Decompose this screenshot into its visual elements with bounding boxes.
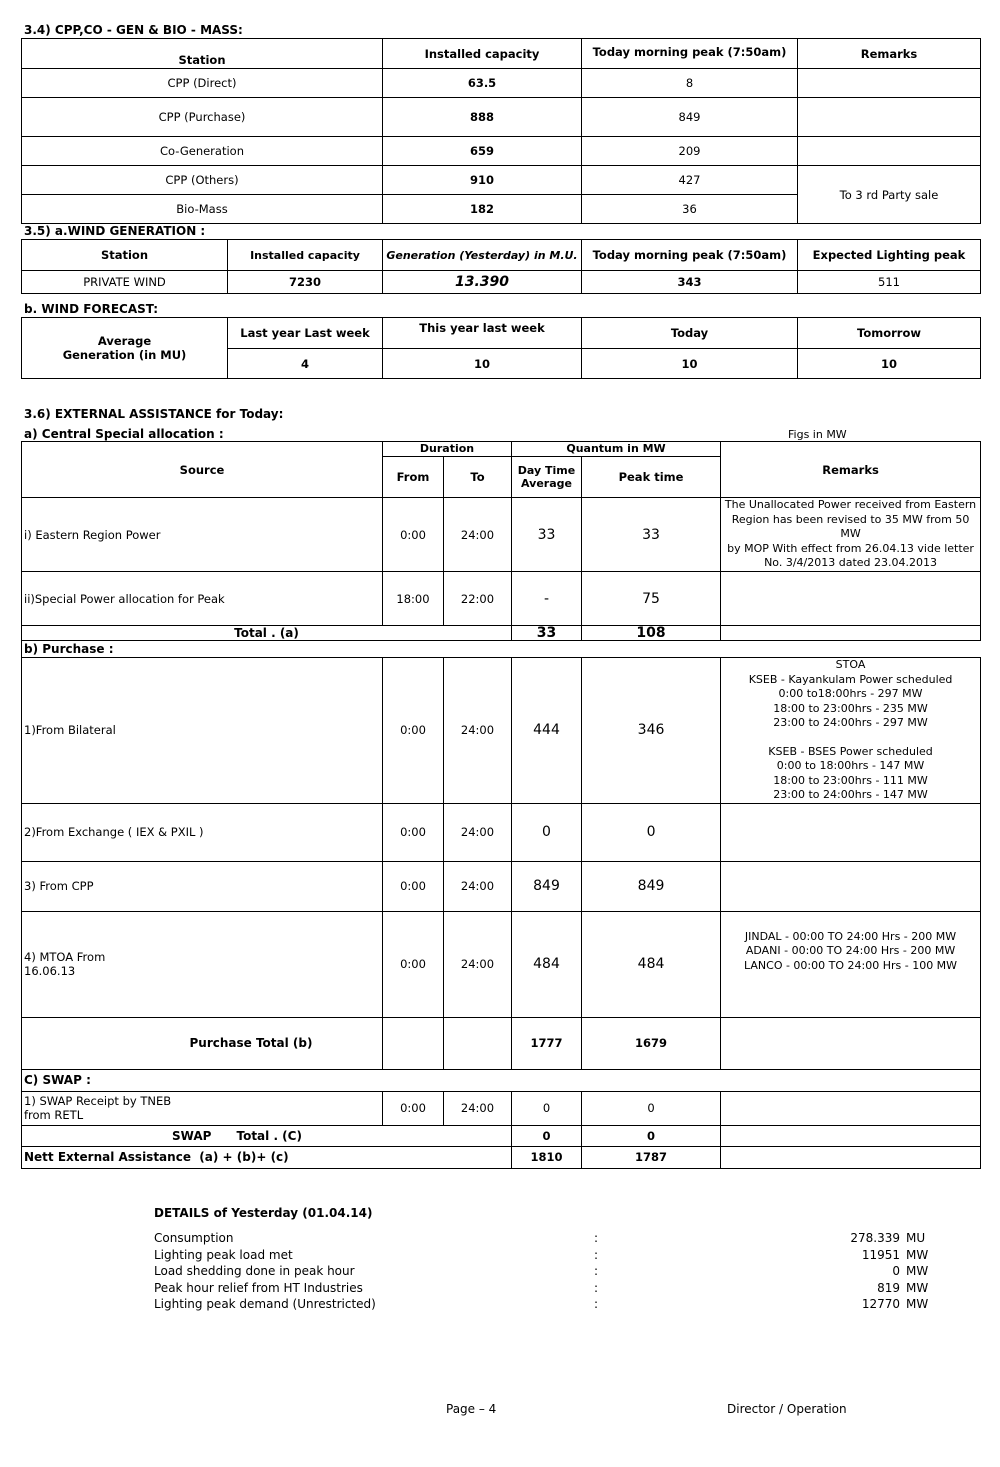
wind-generation-table xyxy=(21,239,981,294)
forecast-header: This year last week xyxy=(383,318,582,349)
wind-forecast-table xyxy=(21,317,981,379)
remark-line: The Unallocated Power received from Eastern xyxy=(724,498,977,512)
purchase-peak: 346 xyxy=(582,658,721,804)
header-from: From xyxy=(383,457,444,498)
central-to: 24:00 xyxy=(444,498,512,572)
wind-generation: 13.390 xyxy=(383,271,582,294)
purchase-day: 484 xyxy=(512,911,582,1017)
header-quantum: Quantum in MW xyxy=(512,442,721,457)
remark-line: by MOP With effect from 26.04.13 vide letter xyxy=(727,541,974,555)
purchase-remarks xyxy=(721,803,981,861)
forecast-value: 10 xyxy=(798,349,981,379)
details-colons: : : : : : xyxy=(594,1231,599,1311)
detail-unit: MW xyxy=(906,1264,929,1278)
remark-line: 18:00 to 23:00hrs - 235 MW xyxy=(773,701,928,715)
purchase-peak: 849 xyxy=(582,861,721,911)
central-to: 22:00 xyxy=(444,572,512,626)
wind-header-station: Station xyxy=(22,240,228,271)
remark-line: 0:00 to 18:00hrs - 147 MW xyxy=(776,759,925,772)
detail-value: 12770 xyxy=(861,1297,900,1311)
detail-label: Lighting peak load met xyxy=(154,1247,293,1262)
header-installed-capacity: Installed capacity xyxy=(383,39,582,69)
wind-peak: 343 xyxy=(582,271,798,294)
purchase-peak: 484 xyxy=(582,911,721,1017)
swap-day: 0 xyxy=(512,1091,582,1125)
section-title-3-6: 3.6) EXTERNAL ASSISTANCE for Today: xyxy=(24,407,284,421)
remark-line: 18:00 to 23:00hrs - 111 MW xyxy=(773,773,928,787)
detail-label: Peak hour relief from HT Industries xyxy=(154,1280,363,1295)
remark-line: KSEB - Kayankulam Power scheduled xyxy=(748,672,953,686)
detail-label: Load shedding done in peak hour xyxy=(154,1264,355,1278)
section-title-3-5: 3.5) a.WIND GENERATION : xyxy=(24,224,206,238)
central-peak: 75 xyxy=(582,572,721,626)
total-b-to xyxy=(444,1017,512,1069)
wind-header-peak: Today morning peak (7:50am) xyxy=(582,240,798,271)
remark-line: 0:00 to18:00hrs - 297 MW xyxy=(778,687,923,700)
section-title-3-4: 3.4) CPP,CO - GEN & BIO - MASS: xyxy=(24,23,243,37)
cpp-remark xyxy=(798,137,981,166)
purchase-from: 0:00 xyxy=(383,861,444,911)
purchase-day: 849 xyxy=(512,861,582,911)
total-b-from xyxy=(383,1017,444,1069)
wind-lighting: 511 xyxy=(798,271,981,294)
wind-capacity: 7230 xyxy=(228,271,383,294)
detail-unit: MW xyxy=(906,1297,929,1311)
cpp-capacity: 910 xyxy=(383,166,582,195)
central-remarks xyxy=(721,498,981,572)
central-from: 0:00 xyxy=(383,498,444,572)
figs-note: Figs in MW xyxy=(788,428,847,441)
total-c-peak: 0 xyxy=(582,1125,721,1146)
header-day-time: Day Time Average xyxy=(512,457,582,498)
total-a-day: 33 xyxy=(512,626,582,641)
total-a-remarks xyxy=(721,626,981,641)
nett-peak: 1787 xyxy=(582,1146,721,1168)
swap-title: C) SWAP : xyxy=(22,1069,981,1091)
forecast-value: 4 xyxy=(228,349,383,379)
total-a-peak: 108 xyxy=(582,626,721,641)
central-day: - xyxy=(512,572,582,626)
total-b-remarks xyxy=(721,1017,981,1069)
remark-line: No. 3/4/2013 dated 23.04.2013 xyxy=(764,556,937,570)
swap-from: 0:00 xyxy=(383,1091,444,1125)
swap-to: 24:00 xyxy=(444,1091,512,1125)
central-peak: 33 xyxy=(582,498,721,572)
wind-header-lighting: Expected Lighting peak xyxy=(798,240,981,271)
total-b-label: Purchase Total (b) xyxy=(22,1017,383,1069)
detail-value: 278.339 xyxy=(850,1231,900,1245)
central-source: ii)Special Power allocation for Peak xyxy=(22,572,383,626)
cpp-station: Bio-Mass xyxy=(22,195,383,224)
cpp-station: Co-Generation xyxy=(22,137,383,166)
cpp-capacity: 888 xyxy=(383,98,582,137)
cpp-remark xyxy=(798,98,981,137)
nett-day: 1810 xyxy=(512,1146,582,1168)
purchase-to: 24:00 xyxy=(444,658,512,804)
cpp-peak: 209 xyxy=(582,137,798,166)
remark-line: ADANI - 00:00 TO 24:00 Hrs - 200 MW xyxy=(745,944,956,957)
purchase-source: 4) MTOA From 16.06.13 xyxy=(22,911,383,1017)
header-remarks: Remarks xyxy=(721,442,981,498)
nett-label: Nett External Assistance (a) + (b)+ (c) xyxy=(22,1146,512,1168)
total-c-label: SWAP Total . (C) xyxy=(22,1125,512,1146)
cpp-capacity: 659 xyxy=(383,137,582,166)
detail-unit: MU xyxy=(906,1231,926,1245)
detail-unit: MW xyxy=(906,1247,929,1262)
detail-unit: MW xyxy=(906,1280,929,1295)
forecast-header: Today xyxy=(582,318,798,349)
total-b-peak: 1679 xyxy=(582,1017,721,1069)
detail-value: 0 xyxy=(892,1264,900,1278)
purchase-remarks xyxy=(721,861,981,911)
forecast-header: Last year Last week xyxy=(228,318,383,349)
cpp-station: CPP (Direct) xyxy=(22,69,383,98)
forecast-header: Tomorrow xyxy=(798,318,981,349)
header-peak-time: Peak time xyxy=(582,457,721,498)
central-allocation-title: a) Central Special allocation : xyxy=(24,427,224,441)
header-morning-peak: Today morning peak (7:50am) xyxy=(582,39,798,69)
signature: Director / Operation xyxy=(727,1402,847,1416)
purchase-source: 2)From Exchange ( IEX & PXIL ) xyxy=(22,803,383,861)
swap-remarks xyxy=(721,1091,981,1125)
cpp-peak: 36 xyxy=(582,195,798,224)
purchase-source: 1)From Bilateral xyxy=(22,658,383,804)
central-from: 18:00 xyxy=(383,572,444,626)
cpp-station: CPP (Others) xyxy=(22,166,383,195)
cpp-peak: 849 xyxy=(582,98,798,137)
header-station: Station xyxy=(22,39,383,69)
total-c-remarks xyxy=(721,1125,981,1146)
header-to: To xyxy=(444,457,512,498)
purchase-remarks xyxy=(721,911,981,1017)
details-title: DETAILS of Yesterday (01.04.14) xyxy=(154,1206,373,1220)
cpp-peak: 8 xyxy=(582,69,798,98)
header-source: Source xyxy=(22,442,383,498)
details-values xyxy=(780,1230,900,1313)
purchase-peak: 0 xyxy=(582,803,721,861)
purchase-to: 24:00 xyxy=(444,861,512,911)
details-labels xyxy=(154,1230,376,1313)
central-day: 33 xyxy=(512,498,582,572)
remark-line: Region has been revised to 35 MW from 50 MW xyxy=(731,512,970,541)
swap-peak: 0 xyxy=(582,1091,721,1125)
detail-value: 11951 xyxy=(861,1247,900,1262)
detail-label: Lighting peak demand (Unrestricted) xyxy=(154,1297,376,1311)
purchase-from: 0:00 xyxy=(383,658,444,804)
total-a-label: Total . (a) xyxy=(22,626,512,641)
forecast-label: Average Generation (in MU) xyxy=(22,318,228,379)
header-remarks: Remarks xyxy=(798,39,981,69)
cpp-peak: 427 xyxy=(582,166,798,195)
remark-line: JINDAL - 00:00 TO 24:00 Hrs - 200 MW xyxy=(744,929,957,943)
central-remarks xyxy=(721,572,981,626)
wind-header-generation: Generation (Yesterday) in M.U. xyxy=(383,240,582,271)
page-number: Page – 4 xyxy=(446,1402,497,1416)
purchase-from: 0:00 xyxy=(383,911,444,1017)
cpp-station: CPP (Purchase) xyxy=(22,98,383,137)
external-assistance-table xyxy=(21,441,981,1169)
purchase-day: 0 xyxy=(512,803,582,861)
cpp-remark-third-party: To 3 rd Party sale xyxy=(798,166,981,224)
wind-header-capacity: Installed capacity xyxy=(228,240,383,271)
remark-line: LANCO - 00:00 TO 24:00 Hrs - 100 MW xyxy=(744,958,958,972)
remark-line: KSEB - BSES Power scheduled xyxy=(768,744,933,758)
remark-line: STOA xyxy=(835,658,866,671)
purchase-source: 3) From CPP xyxy=(22,861,383,911)
forecast-value: 10 xyxy=(582,349,798,379)
cpp-remark xyxy=(798,69,981,98)
purchase-remarks xyxy=(721,658,981,804)
central-source: i) Eastern Region Power xyxy=(22,498,383,572)
cpp-table xyxy=(21,38,981,224)
purchase-title: b) Purchase : xyxy=(22,641,981,658)
cpp-capacity: 63.5 xyxy=(383,69,582,98)
total-c-day: 0 xyxy=(512,1125,582,1146)
purchase-to: 24:00 xyxy=(444,803,512,861)
remark-line: 23:00 to 24:00hrs - 297 MW xyxy=(773,716,928,729)
wind-station: PRIVATE WIND xyxy=(22,271,228,294)
purchase-day: 444 xyxy=(512,658,582,804)
wind-forecast-title: b. WIND FORECAST: xyxy=(24,302,159,316)
forecast-value: 10 xyxy=(383,349,582,379)
total-b-day: 1777 xyxy=(512,1017,582,1069)
detail-label: Consumption xyxy=(154,1231,234,1245)
detail-value: 819 xyxy=(877,1280,900,1295)
cpp-capacity: 182 xyxy=(383,195,582,224)
purchase-from: 0:00 xyxy=(383,803,444,861)
remark-line: 23:00 to 24:00hrs - 147 MW xyxy=(773,788,928,801)
purchase-to: 24:00 xyxy=(444,911,512,1017)
header-duration: Duration xyxy=(383,442,512,457)
nett-remarks xyxy=(721,1146,981,1168)
swap-source: 1) SWAP Receipt by TNEB from RETL xyxy=(22,1091,383,1125)
details-units xyxy=(906,1230,928,1313)
